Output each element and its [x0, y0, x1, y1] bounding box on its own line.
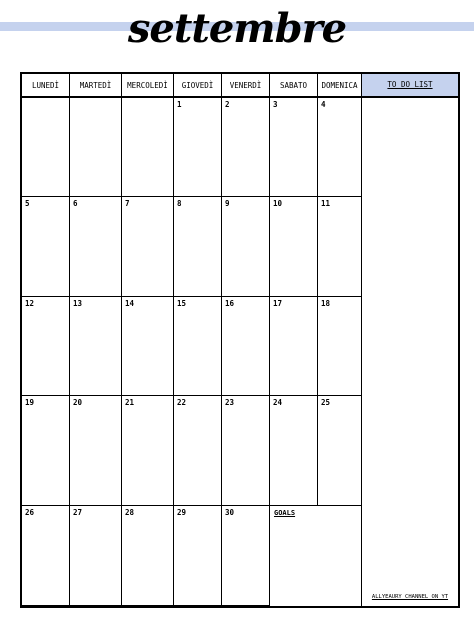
day-cell	[318, 197, 362, 297]
day-number: 24	[273, 398, 283, 407]
day-number: 9	[225, 199, 230, 208]
day-cell	[122, 396, 174, 506]
day-cell	[22, 197, 70, 297]
day-number: 13	[73, 299, 83, 308]
month-title: settembre	[127, 5, 347, 52]
weekday-header: DOMENICA	[318, 74, 362, 98]
day-cell	[70, 197, 122, 297]
weekday-header: MARTEDÌ	[70, 74, 122, 98]
day-number: 2	[225, 100, 230, 109]
day-cell	[22, 506, 70, 606]
day-number: 20	[73, 398, 83, 407]
day-cell	[318, 98, 362, 197]
day-cell	[174, 197, 222, 297]
day-cell	[122, 197, 174, 297]
day-number: 25	[321, 398, 331, 407]
day-cell	[174, 98, 222, 197]
todo-column	[362, 74, 458, 606]
day-number: 6	[73, 199, 78, 208]
weekday-header: LUNEDÌ	[22, 74, 70, 98]
day-cell	[122, 297, 174, 396]
day-number: 26	[25, 508, 35, 517]
day-cell	[122, 506, 174, 606]
day-cell	[174, 506, 222, 606]
day-cell	[174, 396, 222, 506]
day-cell	[22, 396, 70, 506]
day-number: 30	[225, 508, 235, 517]
monthly-planner	[20, 72, 460, 608]
day-cell	[270, 297, 318, 396]
day-number: 16	[225, 299, 235, 308]
day-cell	[70, 297, 122, 396]
day-number: 15	[177, 299, 187, 308]
day-number: 17	[273, 299, 283, 308]
day-cell	[22, 98, 70, 197]
day-number: 8	[177, 199, 182, 208]
day-number: 10	[273, 199, 283, 208]
credit-text: ALLYEAURY CHANNEL ON YT	[371, 594, 449, 600]
day-number: 3	[273, 100, 278, 109]
weekday-header: VENERDÌ	[222, 74, 270, 98]
day-cell	[270, 197, 318, 297]
day-cell	[270, 396, 318, 506]
day-number: 21	[125, 398, 135, 407]
day-number: 18	[321, 299, 331, 308]
day-number: 1	[177, 100, 182, 109]
weekday-header: MERCOLEDÌ	[122, 74, 174, 98]
day-cell	[70, 98, 122, 197]
day-cell	[222, 98, 270, 197]
weekday-header: GIOVEDÌ	[174, 74, 222, 98]
day-cell	[22, 297, 70, 396]
day-number: 23	[225, 398, 235, 407]
calendar-grid	[22, 74, 362, 606]
day-number: 14	[125, 299, 135, 308]
goals-box	[270, 506, 362, 606]
day-number: 7	[125, 199, 130, 208]
day-number: 12	[25, 299, 35, 308]
todo-list-header: TO DO LIST	[362, 74, 458, 98]
day-cell	[318, 396, 362, 506]
day-cell	[174, 297, 222, 396]
day-number: 19	[25, 398, 35, 407]
goals-label: GOALS	[274, 509, 296, 517]
day-number: 22	[177, 398, 187, 407]
day-cell	[70, 396, 122, 506]
day-number: 29	[177, 508, 187, 517]
day-number: 4	[321, 100, 326, 109]
day-number: 28	[125, 508, 135, 517]
weekday-header: SABATO	[270, 74, 318, 98]
day-number: 5	[25, 199, 30, 208]
day-cell	[222, 197, 270, 297]
day-number: 11	[321, 199, 331, 208]
day-cell	[318, 297, 362, 396]
day-number: 27	[73, 508, 83, 517]
day-cell	[222, 506, 270, 606]
day-cell	[222, 297, 270, 396]
day-cell	[122, 98, 174, 197]
day-cell	[70, 506, 122, 606]
day-cell	[222, 396, 270, 506]
day-cell	[270, 98, 318, 197]
